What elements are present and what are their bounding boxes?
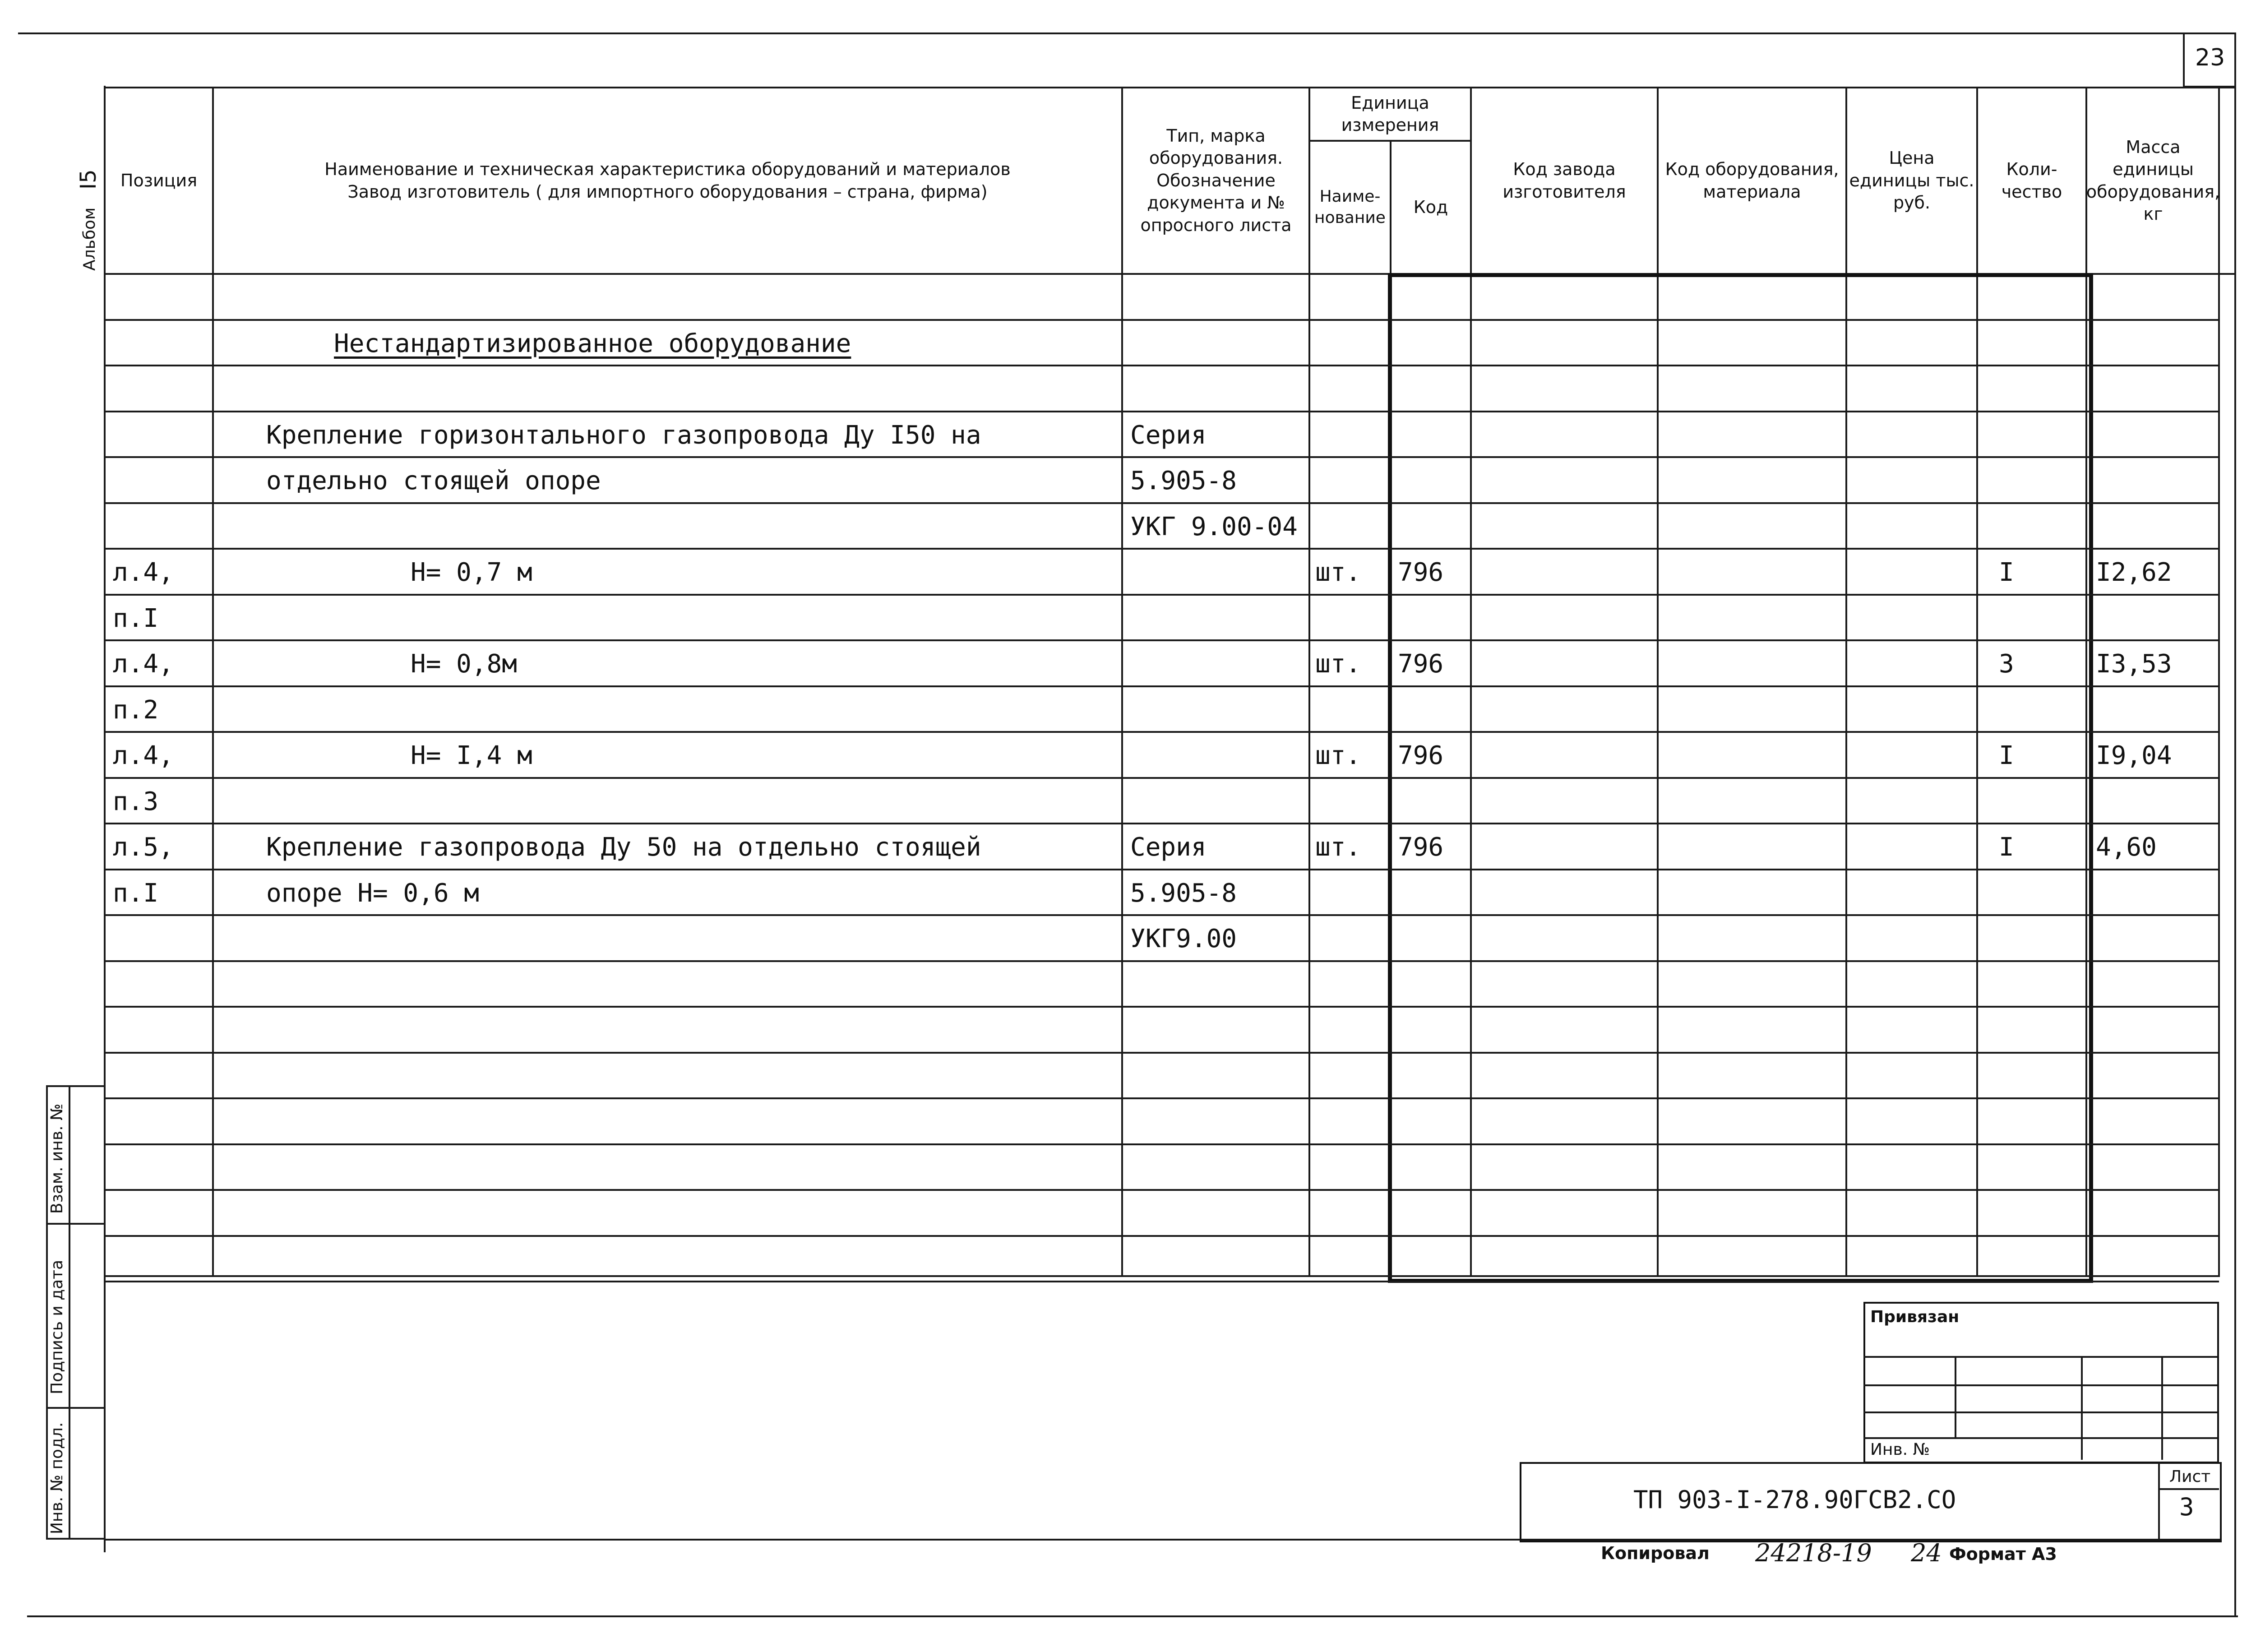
- cell-qty: I: [1999, 741, 2014, 770]
- privyazan-line-3: [1863, 1411, 2217, 1413]
- row-line: [106, 1006, 2219, 1008]
- header-type-mark: Тип, марка оборудования. Обозначение документа и № опросного листа: [1140, 126, 1292, 235]
- cell-pos: л.4,: [113, 558, 174, 587]
- row-line: [106, 594, 2219, 596]
- sheet-label: Лист: [2169, 1467, 2211, 1486]
- row-line: [106, 914, 2219, 916]
- cell-mass: I3,53: [2096, 649, 2172, 679]
- cell-type: Серия: [1130, 421, 1207, 450]
- header-quantity: Коли-чество: [2001, 159, 2062, 202]
- side-strip-mid: [69, 1085, 70, 1539]
- header-position: Позиция: [120, 170, 198, 190]
- row-line: [106, 319, 2219, 321]
- cell-mass: I9,04: [2096, 741, 2172, 770]
- cell-mass: 4,60: [2096, 833, 2157, 862]
- cell-name: опоре H= 0,6 м: [266, 879, 480, 908]
- cell-code: 796: [1398, 741, 1444, 770]
- row-line: [106, 960, 2219, 962]
- header-name: [214, 88, 1121, 273]
- side-podpis: Подпись и дата: [48, 1259, 66, 1394]
- row-line: [106, 1281, 2219, 1282]
- header-name-line1: Наименование и техническая характеристика оборудований и материалов: [324, 159, 1011, 180]
- cell-type: УКГ 9.00-04: [1130, 512, 1298, 541]
- cell-type: УКГ9.00: [1130, 924, 1237, 953]
- privyazan-col-1: [1955, 1356, 1956, 1437]
- cell-mass: I2,62: [2096, 558, 2172, 587]
- cell-pos: л.4,: [113, 649, 174, 679]
- header-mass: Масса единицы оборудования, кг: [2086, 137, 2220, 224]
- sheet-number-box-left: [2183, 32, 2185, 87]
- cell-pos: п.I: [113, 879, 159, 908]
- cell-type: 5.905-8: [1130, 879, 1237, 908]
- row-line: [106, 685, 2219, 687]
- row-line: [106, 823, 2219, 824]
- header-price: Цена единицы тыс. руб.: [1849, 148, 1974, 213]
- side-strip-sep-2: [46, 1407, 105, 1409]
- privyazan-line-2: [1863, 1384, 2217, 1386]
- side-vzam: Взам. инв. №: [48, 1103, 66, 1214]
- privyazan-line-4: [1863, 1437, 2217, 1439]
- cell-pos: л.5,: [113, 833, 174, 862]
- cell-unit: шт.: [1315, 558, 1361, 587]
- frame-top: [18, 32, 2236, 34]
- frame-bottom: [27, 1615, 2238, 1617]
- inv-no-label: Инв. №: [1870, 1440, 1930, 1459]
- cell-type: 5.905-8: [1130, 466, 1237, 495]
- side-inv: Инв. № подл.: [48, 1422, 66, 1534]
- row-line: [106, 1143, 2219, 1145]
- sheet-box-line: [2158, 1462, 2160, 1539]
- cell-pos: п.I: [113, 604, 159, 633]
- privyazan-col-2: [2081, 1356, 2083, 1460]
- cell-unit: шт.: [1315, 649, 1361, 679]
- row-line: [106, 502, 2219, 504]
- cell-name: отдельно стоящей опоре: [266, 466, 601, 495]
- row-line: [106, 731, 2219, 733]
- sheet-number: 23: [2195, 44, 2225, 71]
- row-line: [106, 365, 2219, 366]
- row-line: [106, 639, 2219, 641]
- row-line: [106, 411, 2219, 412]
- row-line: [106, 456, 2219, 458]
- order-number: 24218-19: [1755, 1539, 1872, 1567]
- cell-name: Нестандартизированное оборудование: [334, 329, 851, 358]
- row-line: [106, 777, 2219, 779]
- row-line: [106, 1189, 2219, 1191]
- stamp-area-top: [104, 1275, 2220, 1277]
- document-code: ТП 903-I-278.90ГСВ2.СО: [1633, 1485, 1956, 1514]
- sheet-box-split: [2158, 1488, 2219, 1490]
- cell-qty: I: [1999, 833, 2014, 862]
- row-line: [106, 1052, 2219, 1054]
- cell-name: H= I,4 м: [411, 741, 532, 770]
- copied-label: Копировал: [1601, 1543, 1710, 1563]
- cell-name: H= 0,8м: [411, 649, 518, 679]
- cell-name: Крепление газопровода Ду 50 на отдельно стоящей: [266, 833, 981, 862]
- cell-name: H= 0,7 м: [411, 558, 532, 587]
- side-album: Альбом: [80, 207, 99, 271]
- header-unit-code: Код: [1413, 197, 1448, 217]
- row-line: [106, 1097, 2219, 1099]
- frame-right: [2234, 32, 2236, 1616]
- header-factory-code: Код завода изготовителя: [1502, 159, 1626, 202]
- side-album-no: I5: [76, 169, 101, 190]
- sheet-value: 3: [2179, 1493, 2194, 1521]
- row-line: [106, 1235, 2219, 1237]
- cell-code: 796: [1398, 833, 1444, 862]
- row-line: [106, 869, 2219, 870]
- cell-pos: л.4,: [113, 741, 174, 770]
- header-equipment-code: Код оборудования, материала: [1665, 159, 1839, 202]
- cell-unit: шт.: [1315, 833, 1361, 862]
- side-strip-top: [46, 1085, 105, 1087]
- cell-code: 796: [1398, 558, 1444, 587]
- format-label: Формат А3: [1949, 1544, 2057, 1564]
- side-strip-bottom: [46, 1538, 105, 1540]
- cell-type: Серия: [1130, 833, 1207, 862]
- frame-left: [104, 86, 106, 1552]
- privyazan-col-3: [2161, 1356, 2163, 1460]
- header-unit-name: Наиме-нование: [1314, 187, 1386, 227]
- cell-qty: 3: [1999, 649, 2014, 679]
- row-line: [106, 548, 2219, 550]
- cell-unit: шт.: [1315, 741, 1361, 770]
- privyazan-line-1: [1863, 1356, 2217, 1358]
- cell-pos: п.2: [113, 695, 159, 725]
- cell-name: Крепление горизонтального газопровода Ду I50 на: [266, 421, 981, 450]
- header-unit: Единица измерения: [1341, 93, 1439, 135]
- cell-qty: I: [1999, 558, 2014, 587]
- cell-code: 796: [1398, 649, 1444, 679]
- order-suffix: 24: [1911, 1539, 1942, 1567]
- privyazan-label: Привязан: [1870, 1308, 1960, 1326]
- side-strip-sep-1: [46, 1223, 105, 1225]
- cell-pos: п.3: [113, 787, 159, 816]
- header-name-line2: Завод изготовитель ( для импортного оборудования – страна, фирма): [347, 181, 988, 202]
